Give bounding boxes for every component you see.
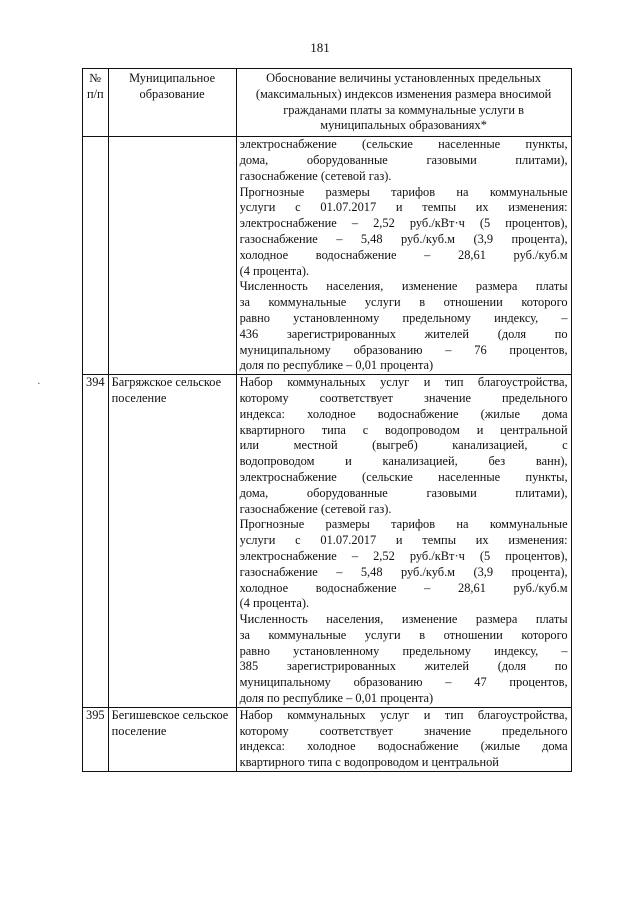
justification-line: которому соответствует значение предельного <box>239 390 568 405</box>
justification-line: доля по республике – 0,01 процента) <box>239 358 434 373</box>
justification-line: газоснабжение – 5,48 руб./куб.м (3,9 процента), <box>239 564 568 579</box>
justification-line: водопроводом и канализацией, без ванн), <box>239 454 568 469</box>
justification-line: электроснабжение (сельские населенные пункты, <box>239 137 568 152</box>
justification-line: газоснабжение (сетевой газ). <box>239 168 392 183</box>
justification-line: электроснабжение (сельские населенные пункты, <box>239 469 568 484</box>
scan-artifact-mark: · <box>37 378 41 390</box>
justification-line: квартирного типа с водопроводом и центральной <box>239 755 499 770</box>
justification-line: Численность населения, изменение размера платы <box>239 612 568 627</box>
justification-line: индекса: холодное водоснабжение (жилые дома <box>239 739 568 754</box>
table-row <box>83 707 572 771</box>
justification-text <box>236 375 571 708</box>
justification-line: квартирного типа с водопроводом и центральной <box>239 422 568 437</box>
municipality-name: Бегишевское сельское поселение <box>108 707 236 771</box>
justification-line: Набор коммунальных услуг и тип благоустройства, <box>239 375 568 390</box>
justification-line: услуги с 01.07.2017 и темпы их изменения: <box>239 200 568 215</box>
justification-line: услуги с 01.07.2017 и темпы их изменения: <box>239 533 568 548</box>
justification-line: 436 зарегистрированных жителей (доля по <box>239 326 568 341</box>
justification-line: Прогнозные размеры тарифов на коммунальные <box>239 517 568 532</box>
row-number: 395 <box>83 707 109 771</box>
justification-line: газоснабжение (сетевой газ). <box>239 501 392 516</box>
table-row <box>83 137 572 375</box>
justification-line: дома, оборудованные газовыми плитами), <box>239 152 568 167</box>
header-municipality: Муниципальное образование <box>108 69 236 137</box>
header-justification: Обоснование величины установленных предельных (максимальных) индексов изменения размера вносимой гражданами платы за коммунальные услуги в муниципальных образованиях* <box>236 69 571 137</box>
justification-text <box>236 137 571 375</box>
row-number <box>83 137 109 375</box>
justification-line: равно установленному предельному индексу, – <box>239 310 568 325</box>
tariff-index-table <box>82 68 572 772</box>
justification-text <box>236 707 571 771</box>
justification-line: электроснабжение – 2,52 руб./кВт·ч (5 процентов), <box>239 216 568 231</box>
justification-line: за коммунальные услуги в отношении которого <box>239 295 568 310</box>
justification-line: (4 процента). <box>239 596 310 611</box>
justification-line: муниципальному образованию – 76 процентов, <box>239 342 568 357</box>
justification-line: (4 процента). <box>239 263 310 278</box>
justification-line: Численность населения, изменение размера платы <box>239 279 568 294</box>
row-number: 394 <box>83 375 109 708</box>
justification-line: Прогнозные размеры тарифов на коммунальные <box>239 184 568 199</box>
municipality-name <box>108 137 236 375</box>
justification-line: индекса: холодное водоснабжение (жилые дома <box>239 406 568 421</box>
justification-line: холодное водоснабжение – 28,61 руб./куб.м <box>239 247 568 262</box>
table-header-row <box>83 69 572 137</box>
justification-line: электроснабжение – 2,52 руб./кВт·ч (5 процентов), <box>239 548 568 563</box>
justification-line: 385 зарегистрированных жителей (доля по <box>239 659 568 674</box>
justification-line: Набор коммунальных услуг и тип благоустройства, <box>239 707 568 722</box>
justification-line: муниципальному образованию – 47 процентов, <box>239 675 568 690</box>
justification-line: холодное водоснабжение – 28,61 руб./куб.м <box>239 580 568 595</box>
justification-line: которому соответствует значение предельного <box>239 723 568 738</box>
justification-line: или местной (выгреб) канализацией, с <box>239 438 568 453</box>
header-num: № п/п <box>83 69 109 137</box>
justification-line: за коммунальные услуги в отношении которого <box>239 627 568 642</box>
justification-line: дома, оборудованные газовыми плитами), <box>239 485 568 500</box>
municipality-name: Багряжское сельское поселение <box>108 375 236 708</box>
justification-line: доля по республике – 0,01 процента) <box>239 691 434 706</box>
justification-line: газоснабжение – 5,48 руб./куб.м (3,9 процента), <box>239 231 568 246</box>
page-number: 181 <box>310 40 330 55</box>
table-row <box>83 375 572 708</box>
justification-line: равно установленному предельному индексу, – <box>239 643 568 658</box>
